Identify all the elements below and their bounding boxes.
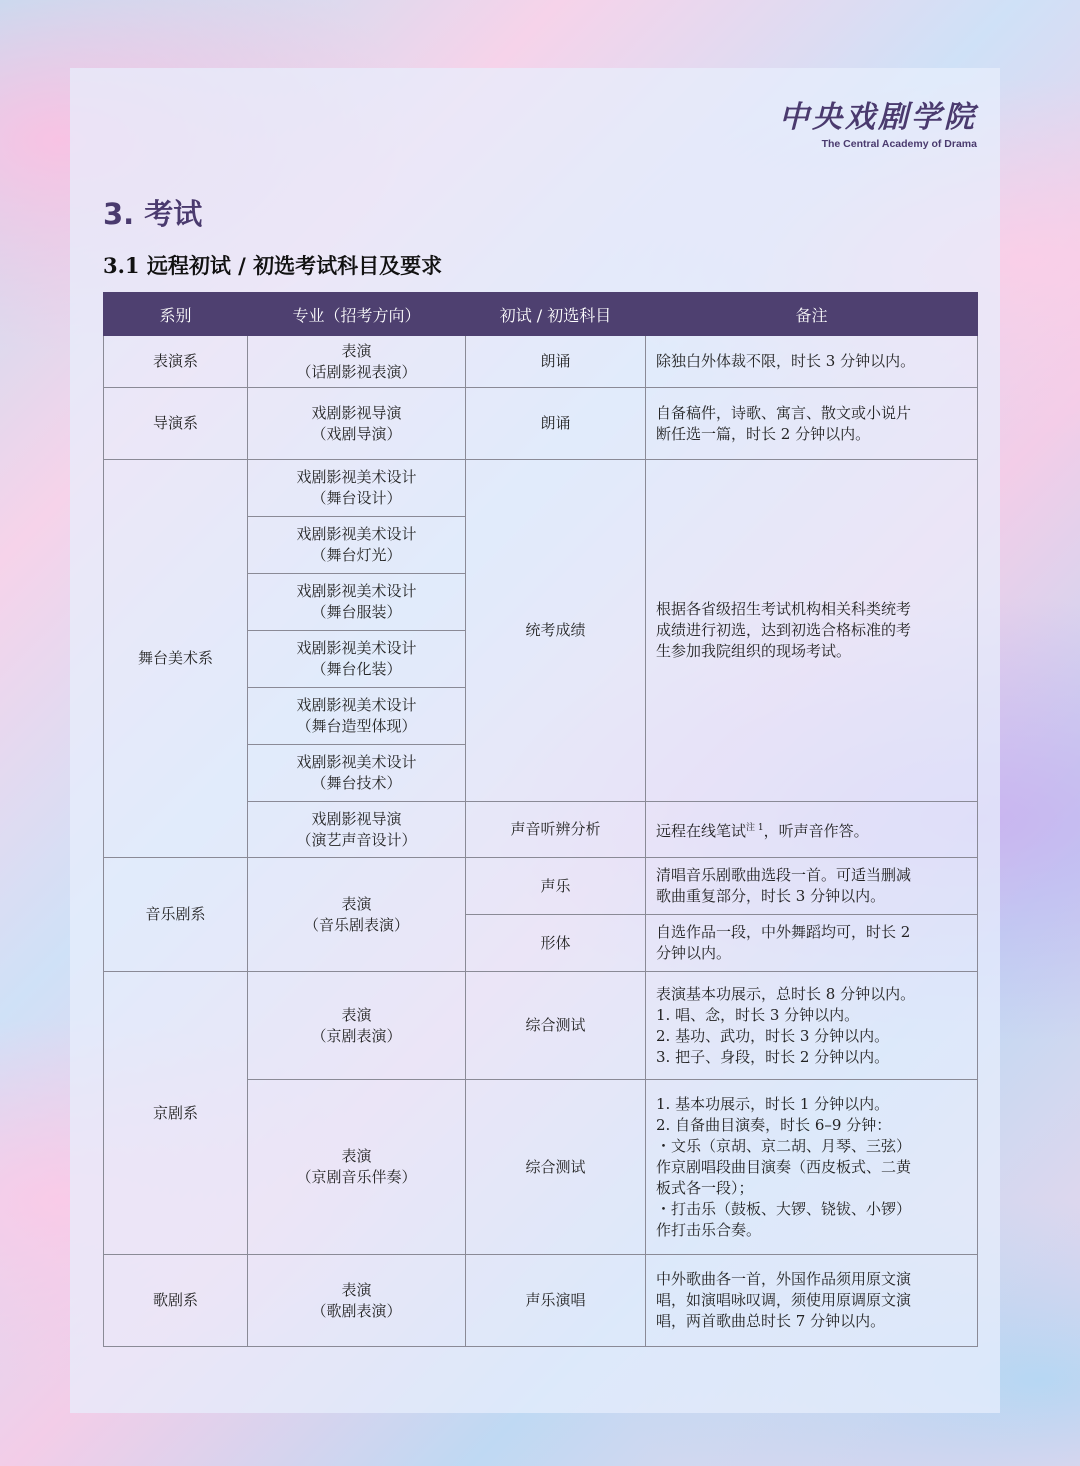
subject-cell: 形体: [466, 915, 646, 972]
note-cell: 除独白外体裁不限，时长 3 分钟以内。: [646, 336, 978, 388]
department-cell: 舞台美术系: [104, 460, 248, 858]
subsection-heading: 3.1 远程初试 / 初选考试科目及要求: [103, 253, 443, 278]
header-department: 系别: [104, 293, 248, 336]
subject-cell: 声乐: [466, 858, 646, 915]
subject-cell: 朗诵: [466, 388, 646, 460]
logo-chinese: 中央戏剧学院: [779, 100, 977, 135]
department-cell: 歌剧系: [104, 1255, 248, 1347]
section-heading: 3. 考试: [103, 197, 203, 231]
table-row: [104, 336, 978, 388]
table-row: [104, 460, 978, 517]
major-cell: 戏剧影视美术设计 （舞台设计）: [248, 460, 466, 517]
major-cell: 表演 （京剧音乐伴奏）: [248, 1080, 466, 1255]
department-cell: 导演系: [104, 388, 248, 460]
note-cell: 远程在线笔试$^{注 1}$，听声音作答。: [646, 802, 978, 858]
subject-cell: 统考成绩: [466, 460, 646, 802]
subject-cell: 声乐演唱: [466, 1255, 646, 1347]
department-cell: 京剧系: [104, 972, 248, 1255]
major-cell: 表演 （音乐剧表演）: [248, 858, 466, 972]
table-row: [104, 972, 978, 1080]
major-cell: 戏剧影视导演 （戏剧导演）: [248, 388, 466, 460]
header-major: 专业（招考方向）: [248, 293, 466, 336]
table-header-row: [104, 293, 978, 336]
note-cell: 自选作品一段，中外舞蹈均可，时长 2 分钟以内。: [646, 915, 978, 972]
major-cell: 戏剧影视美术设计 （舞台化装）: [248, 631, 466, 688]
table-row: [104, 858, 978, 915]
major-cell: 表演 （京剧表演）: [248, 972, 466, 1080]
department-cell: 音乐剧系: [104, 858, 248, 972]
header-subject: 初试 / 初选科目: [466, 293, 646, 336]
subject-cell: 综合测试: [466, 972, 646, 1080]
logo-english: The Central Academy of Drama: [821, 138, 977, 150]
department-cell: 表演系: [104, 336, 248, 388]
note-cell: 清唱音乐剧歌曲选段一首。可适当删减 歌曲重复部分，时长 3 分钟以内。: [646, 858, 978, 915]
note-cell: 自备稿件，诗歌、寓言、散文或小说片 断任选一篇，时长 2 分钟以内。: [646, 388, 978, 460]
major-cell: 戏剧影视导演 （演艺声音设计）: [248, 802, 466, 858]
major-cell: 戏剧影视美术设计 （舞台灯光）: [248, 517, 466, 574]
exam-table: [103, 292, 978, 1347]
note-cell: 表演基本功展示，总时长 8 分钟以内。 1. 唱、念，时长 3 分钟以内。 2. 基功、武功，时长 3 分钟以内。 3. 把子、身段，时长 2 分钟以内。: [646, 972, 978, 1080]
note-cell: 中外歌曲各一首，外国作品须用原文演 唱，如演唱咏叹调，须使用原调原文演 唱，两首歌曲总时长 7 分钟以内。: [646, 1255, 978, 1347]
footnote-marker: 注 1: [746, 822, 764, 833]
subject-cell: 朗诵: [466, 336, 646, 388]
subject-cell: 声音听辨分析: [466, 802, 646, 858]
table-row: [104, 1255, 978, 1347]
header-notes: 备注: [646, 293, 978, 336]
major-cell: 戏剧影视美术设计 （舞台技术）: [248, 745, 466, 802]
note-cell: 1. 基本功展示，时长 1 分钟以内。 2. 自备曲目演奏，时长 6–9 分钟： ・文乐（京胡、京二胡、月琴、三弦） 作京剧唱段曲目演奏（西皮板式、二黄 板式各一段）； ・打击乐（鼓板、大锣、铙钹、小锣） 作打击乐合奏。: [646, 1080, 978, 1255]
subject-cell: 综合测试: [466, 1080, 646, 1255]
note-cell: 根据各省级招生考试机构相关科类统考 成绩进行初选，达到初选合格标准的考 生参加我院组织的现场考试。: [646, 460, 978, 802]
major-cell: 表演 （话剧影视表演）: [248, 336, 466, 388]
table-row: [104, 388, 978, 460]
major-cell: 表演 （歌剧表演）: [248, 1255, 466, 1347]
academy-logo: [779, 92, 977, 150]
major-cell: 戏剧影视美术设计 （舞台服装）: [248, 574, 466, 631]
major-cell: 戏剧影视美术设计 （舞台造型体现）: [248, 688, 466, 745]
